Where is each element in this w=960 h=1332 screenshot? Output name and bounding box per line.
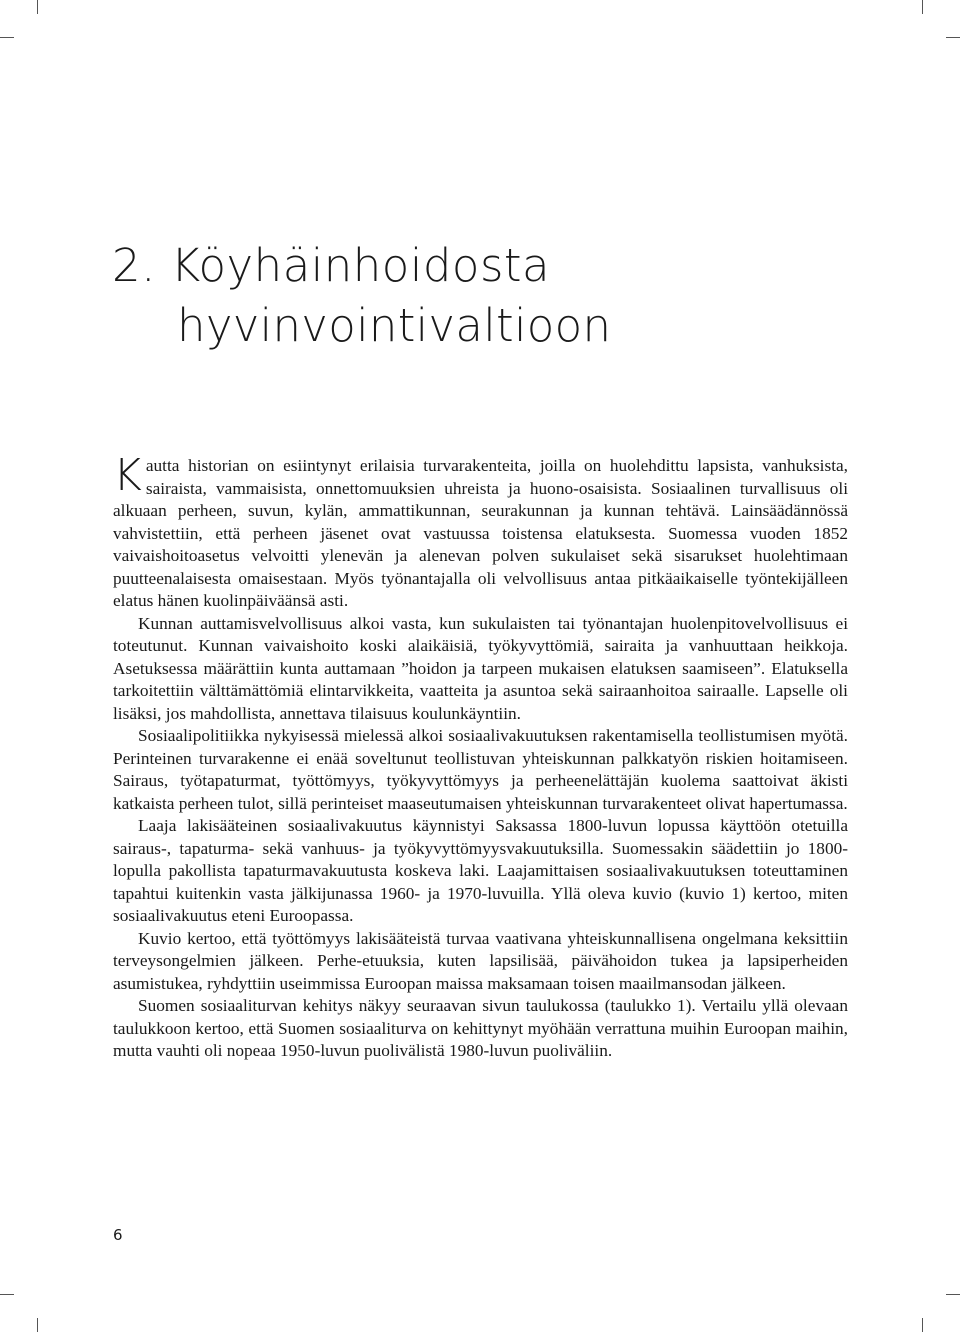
- paragraph-1-text: autta historian on esiintynyt erilaisia turvarakenteita, joilla on huolehdittu lapsista, vanhuksista, sairaista, vammaisista, onnettomuuksien uhreista ja huono-osaisista. Sosiaalinen turvallisuus oli alkuaan perheen, suvun, kylän, ammattikunnan, seurakunnan ja kunnan tehtävä. Lainsäädännössä vahvistettiin, että perheen jäsenet ovat vastuussa toistensa elatuksesta. Suomessa vuoden 1852 vaivaishoitoasetus velvoitti ylenevän ja alenevan polven sukulaiset sekä sisarukset huolehtimaan puutteenalaisesta omaisestaan. Myös työnantajalla oli velvollisuus antaa pitkäaikaiselle työntekijälleen elatus hänen kuolinpäiväänsä asti.: [113, 456, 848, 610]
- paragraph-4: Laaja lakisääteinen sosiaalivakuutus käynnistyi Saksassa 1800-luvun lopussa käyttöön otetuilla sairaus-, tapaturma- sekä vanhuus- ja työkyvyttömyysvakuutuksilla. Suomessakin säädettiin jo 1800-lopulla pakollista tapaturmavakuutusta koskeva laki. Laajamittaisen sosiaalivakuutuksen toteuttaminen tapahtui kuitenkin vasta jälkijunassa 1960- ja 1970-luvuilla. Yllä oleva kuvio (kuvio 1) kertoo, miten sosiaalivakuutus eteni Euroopassa.: [113, 816, 848, 925]
- chapter-title-line-2: hyvinvointivaltioon: [177, 299, 612, 352]
- paragraph-1: [113, 450, 848, 613]
- paragraph-5: Kuvio kertoo, että työttömyys lakisääteistä turvaa vaativana yhteiskunnallisena ongelmana keksittiin terveysongelmien jälkeen. Perhe-etuuksia, kuten lapsilisää, päivähoidon tukea ja lapsiperheiden asumistukea, ryhdyttiin useimmissa Euroopan maissa maksamaan toisen maailmansodan jälkeen.: [113, 928, 848, 993]
- paragraph-6: Suomen sosiaaliturvan kehitys näkyy seuraavan sivun taulukossa (taulukko 1). Vertailu yllä olevaan taulukkoon kertoo, että Suomen sosiaaliturva on kehittynyt myöhään verrattuna muihin Euroopan maihin, mutta vauhti oli nopeaa 1950-luvun puolivälistä 1980-luvun puoliväliin.: [113, 996, 848, 1060]
- drop-cap: K: [113, 450, 142, 501]
- chapter-title-line-1: 2. Köyhäinhoidosta: [112, 239, 551, 292]
- chapter-title: [112, 236, 611, 356]
- page-number: 6: [113, 1226, 123, 1244]
- body-text: [113, 450, 848, 1063]
- paragraph-3: Sosiaalipolitiikka nykyisessä mielessä alkoi sosiaalivakuutuksen rakentamisella teollistumisen myötä. Perinteinen turvarakenne ei enää soveltunut teollistuvan yhteiskunnan palkkatyön riskien hoitamiseen. Sairaus, työtapaturmat, työttömyys, työkyvyttömyys ja perheenelättäjän kuolema saattoivat äkisti katkaista perheen tulot, sillä perinteiset maaseutumaisen yhteiskunnan turvarakenteet olivat hapertumassa.: [113, 726, 848, 813]
- paragraph-2: Kunnan auttamisvelvollisuus alkoi vasta, kun sukulaisten tai työnantajan huolenpitovelvollisuus ei toteutunut. Kunnan vaivaishoito koski alaikäisiä, työkyvyttömiä, sairaita ja vanhuuttaan heikkoja. Asetuksessa määrättiin kunta auttamaan ”hoidon ja tarpeen mukaisen elatuksen saamiseen”. Elatuksella tarkoitettiin välttämättömiä elintarvikkeita, vaatteita ja asuntoa sekä sairaanhoitoa sairaalle. Lapselle oli lisäksi, jos mahdollista, annettava tilaisuus koulunkäyntiin.: [113, 613, 848, 723]
